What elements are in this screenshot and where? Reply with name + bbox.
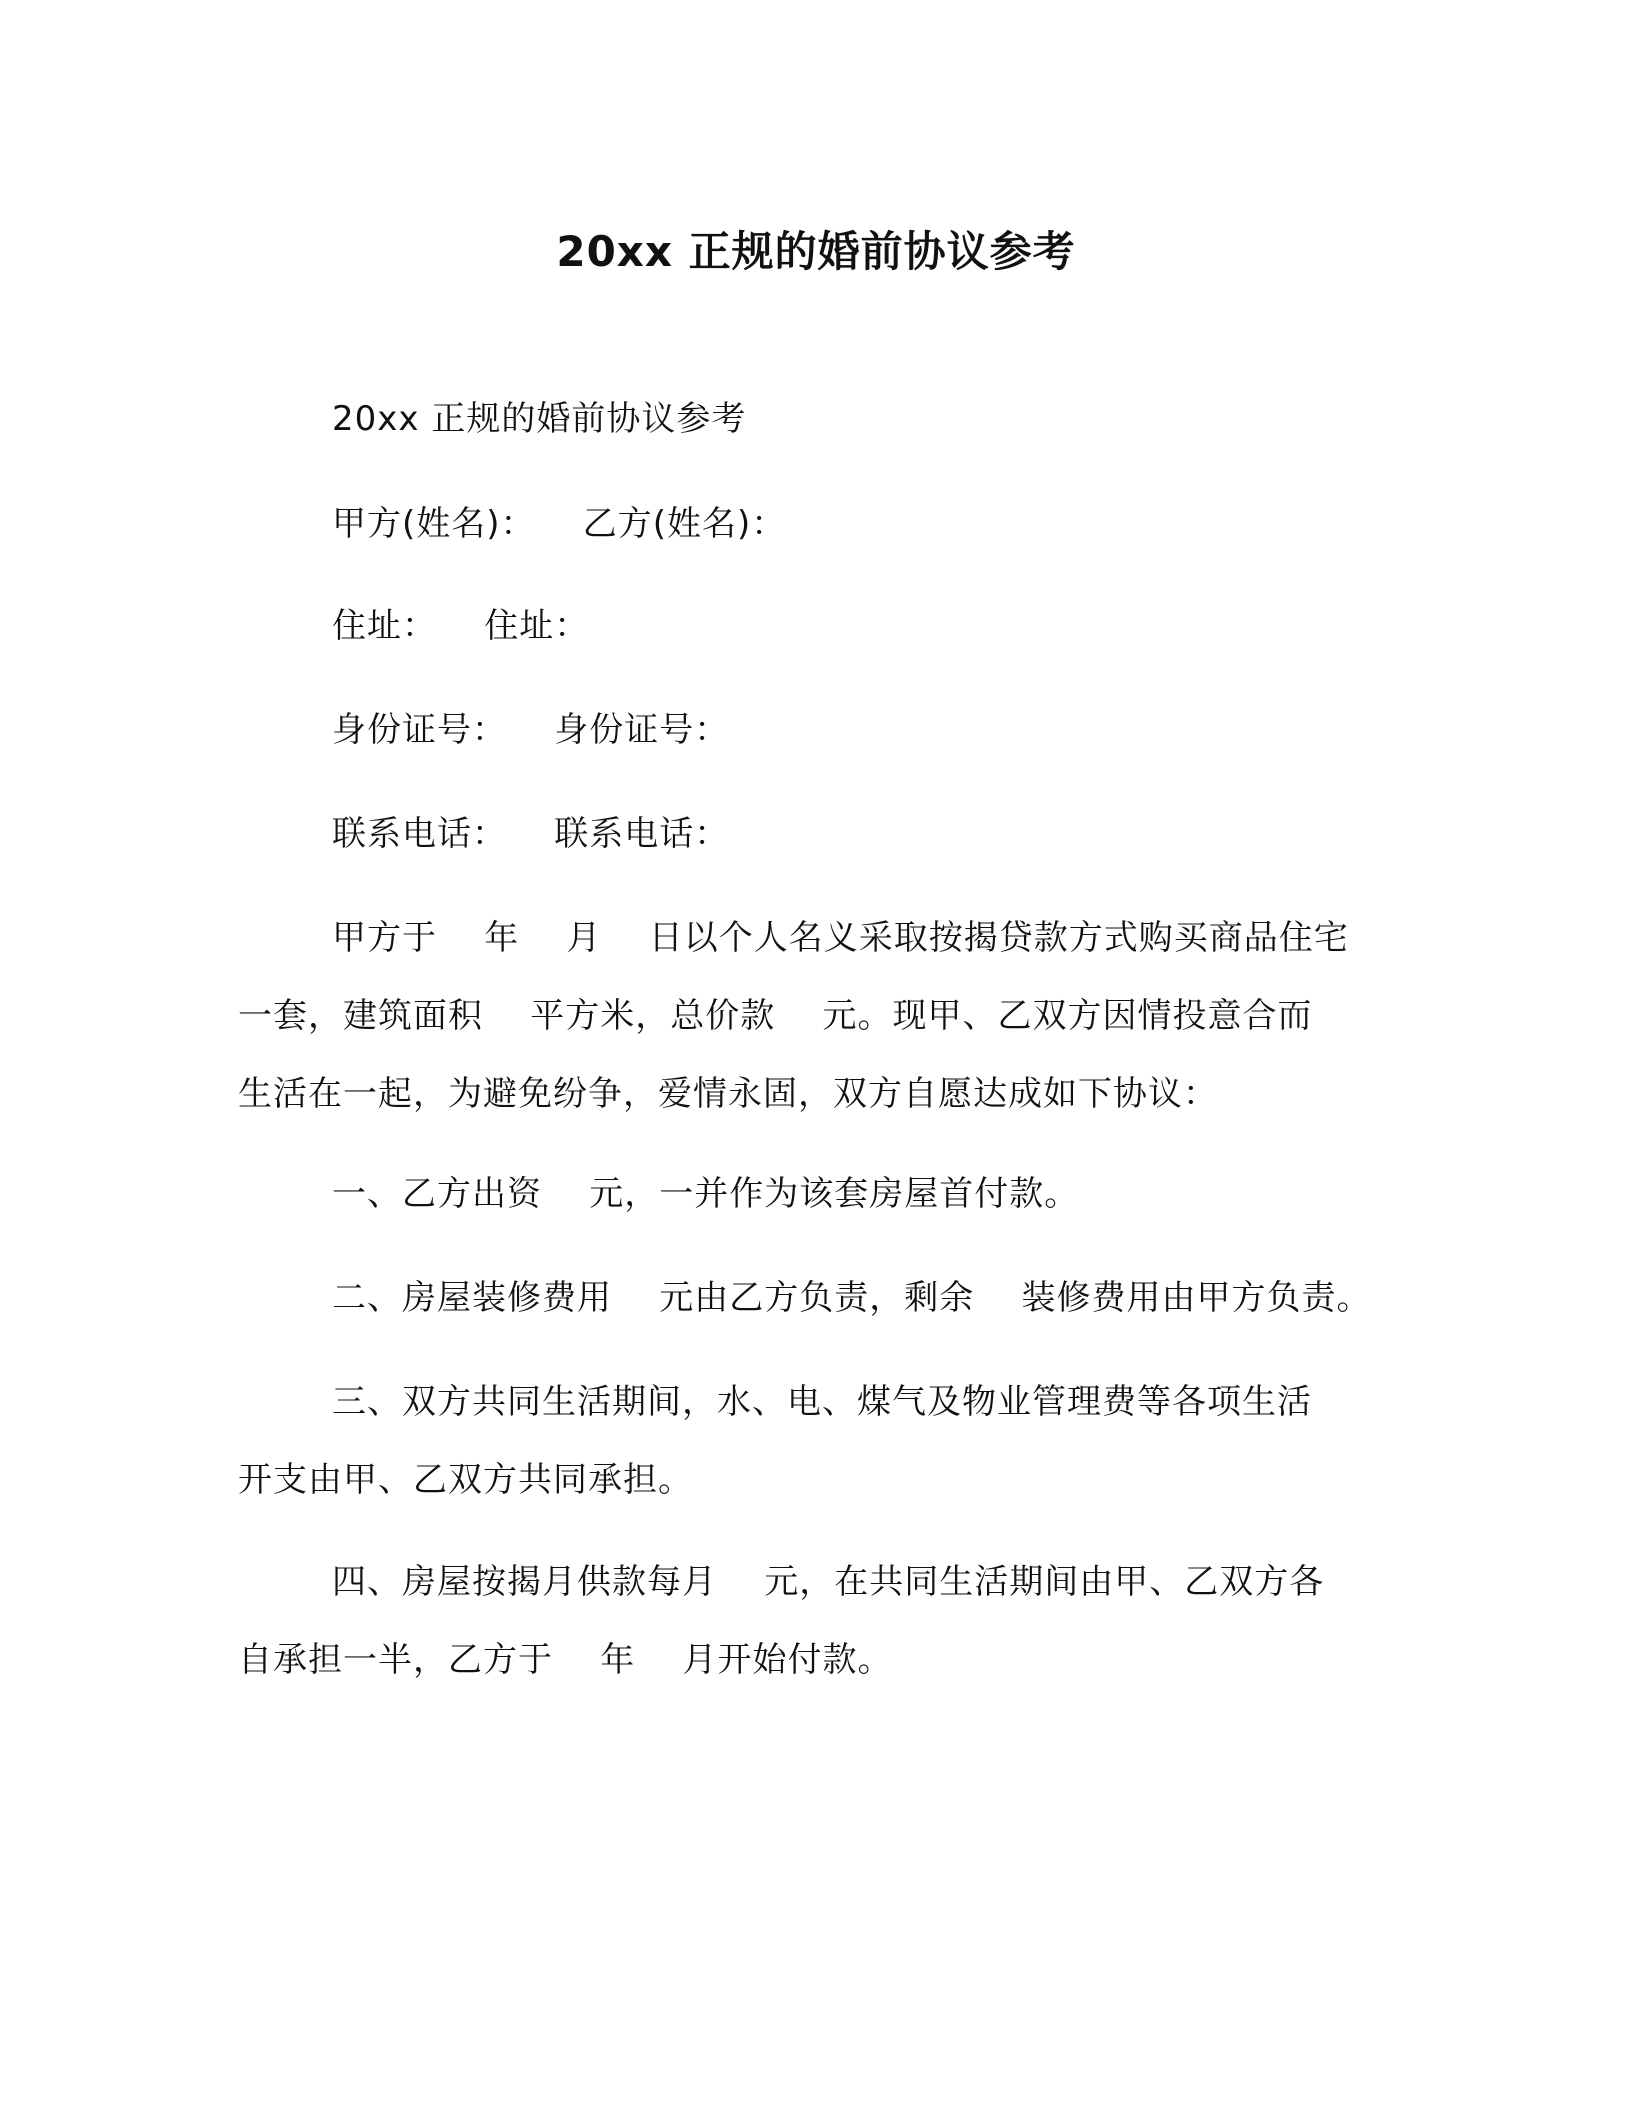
clause-2: 二、房屋装修费用 元由乙方负责，剩余 装修费用由甲方负责。: [332, 1278, 1372, 1318]
clause-1: 一、乙方出资 元，一并作为该套房屋首付款。: [332, 1174, 1080, 1214]
addresses-line: 住址： 住址：: [332, 606, 590, 646]
clause-3-line-1: 三、双方共同生活期间，水、电、煤气及物业管理费等各项生活: [332, 1382, 1312, 1422]
clause-4-line-2: 自承担一半，乙方于 年 月开始付款。: [238, 1640, 893, 1680]
intro-line-1: 甲方于 年 月 日以个人名义采取按揭贷款方式购买商品住宅: [332, 918, 1349, 958]
document-title: 20xx 正规的婚前协议参考: [556, 227, 1076, 276]
id-numbers-line: 身份证号： 身份证号：: [332, 710, 730, 750]
clause-3-line-2: 开支由甲、乙双方共同承担。: [238, 1460, 693, 1500]
clause-4-line-1: 四、房屋按揭月供款每月 元，在共同生活期间由甲、乙双方各: [332, 1562, 1325, 1602]
intro-line-3: 生活在一起，为避免纷争，爱情永固，双方自愿达成如下协议：: [238, 1074, 1218, 1114]
phones-line: 联系电话： 联系电话：: [332, 814, 730, 854]
document-subtitle: 20xx 正规的婚前协议参考: [332, 399, 747, 439]
party-names-line: 甲方(姓名)： 乙方(姓名)：: [332, 504, 787, 544]
intro-line-2: 一套，建筑面积 平方米，总价款 元。现甲、乙双方因情投意合而: [238, 996, 1313, 1036]
